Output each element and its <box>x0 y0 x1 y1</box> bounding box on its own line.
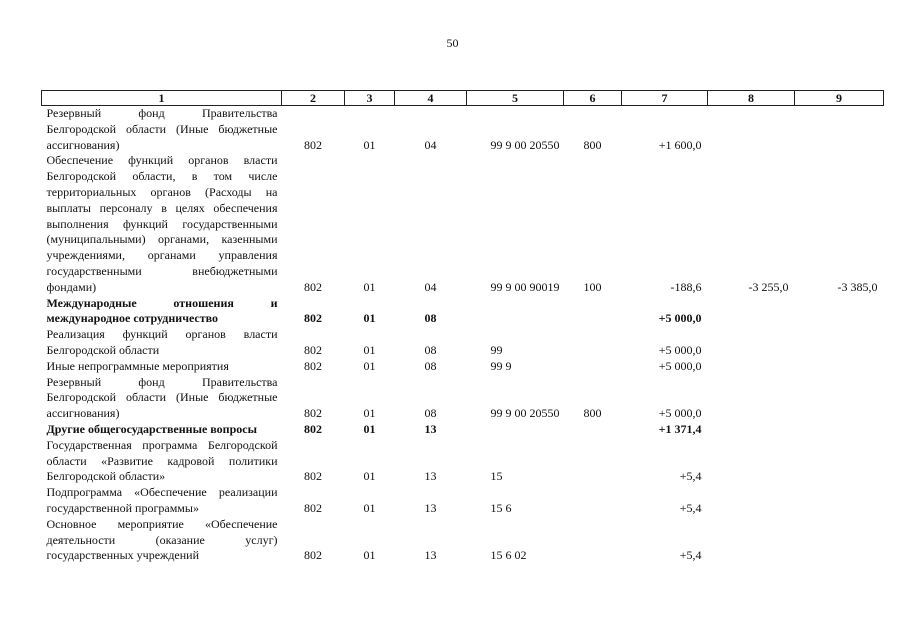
section-code: 01 <box>363 358 376 373</box>
item-name: Другие общегосударственные вопросы <box>46 421 257 436</box>
expense-type-code: 100 <box>583 279 602 294</box>
col-header: 9 <box>795 91 884 106</box>
expense-type-code <box>564 517 622 564</box>
change-current-year: +5,4 <box>679 469 702 484</box>
change-current-year: +5 000,0 <box>658 406 702 421</box>
subsection-code: 13 <box>424 469 437 484</box>
change-current-year: -188,6 <box>670 279 702 294</box>
ministry-code: 802 <box>304 137 322 152</box>
ministry-code: 802 <box>304 548 322 563</box>
item-name: Резервный фонд Правительства Белгородской области (Иные бюджетные ассигнования) <box>46 106 278 152</box>
change-plan-year <box>795 422 884 438</box>
change-plan-year <box>795 296 884 328</box>
subsection-code: 04 <box>424 137 437 152</box>
expense-type-code <box>564 327 622 359</box>
ministry-code: 802 <box>304 469 322 484</box>
change-next-year <box>708 517 795 564</box>
change-plan-year <box>795 438 884 485</box>
change-next-year <box>708 106 795 154</box>
table-row <box>42 153 884 295</box>
change-next-year <box>708 422 795 438</box>
item-name: Международные отношения и международное сотрудничество <box>46 295 278 326</box>
table-row <box>42 375 884 422</box>
expense-type-code <box>564 296 622 328</box>
target-article-code: 15 6 02 <box>490 548 527 563</box>
target-article-code <box>467 296 564 328</box>
change-plan-year <box>795 106 884 154</box>
col-header: 2 <box>282 91 345 106</box>
table-row <box>42 296 884 328</box>
change-plan-year <box>795 375 884 422</box>
table-row <box>42 327 884 359</box>
change-next-year <box>708 296 795 328</box>
change-plan-year <box>795 327 884 359</box>
change-current-year: +5 000,0 <box>658 358 702 373</box>
target-article-code: 15 <box>490 469 503 484</box>
change-next-year <box>708 327 795 359</box>
change-current-year: +5,4 <box>679 500 702 515</box>
subsection-code: 13 <box>424 548 437 563</box>
item-name: Государственная программа Белгородской области «Развитие кадровой политики Белгородской области» <box>46 437 278 484</box>
ministry-code: 802 <box>304 406 322 421</box>
change-plan-year <box>795 485 884 517</box>
expense-type-code: 800 <box>583 137 602 152</box>
subsection-code: 04 <box>424 279 437 294</box>
section-code: 01 <box>363 342 376 357</box>
target-article-code: 15 6 <box>490 500 512 515</box>
table-row <box>42 106 884 154</box>
ministry-code: 802 <box>304 500 322 515</box>
section-code: 01 <box>363 406 376 421</box>
expense-type-code <box>564 422 622 438</box>
expense-type-code <box>564 438 622 485</box>
col-header: 1 <box>42 91 282 106</box>
ministry-code: 802 <box>304 342 322 357</box>
expense-type-code <box>564 485 622 517</box>
change-next-year: -3 255,0 <box>748 279 789 294</box>
ministry-code: 802 <box>304 421 322 436</box>
change-next-year <box>708 375 795 422</box>
col-header: 7 <box>622 91 708 106</box>
table-row <box>42 485 884 517</box>
section-code: 01 <box>363 137 376 152</box>
col-header: 4 <box>395 91 467 106</box>
change-current-year: +5 000,0 <box>658 342 702 357</box>
item-name: Подпрограмма «Обеспечение реализации государственной программы» <box>46 485 278 515</box>
change-plan-year <box>795 517 884 564</box>
col-header: 6 <box>564 91 622 106</box>
target-article-code: 99 9 <box>490 358 512 373</box>
change-current-year: +1 371,4 <box>658 421 702 436</box>
target-article-code: 99 9 00 90019 <box>490 279 560 294</box>
section-code: 01 <box>363 500 376 515</box>
change-next-year <box>708 359 795 375</box>
table-row <box>42 422 884 438</box>
expense-type-code <box>564 359 622 375</box>
subsection-code: 08 <box>424 358 437 373</box>
header-row <box>42 91 884 106</box>
expense-type-code: 800 <box>583 406 602 421</box>
target-article-code: 99 9 00 20550 <box>490 137 560 152</box>
change-current-year: +5 000,0 <box>658 311 702 326</box>
subsection-code: 08 <box>424 342 437 357</box>
target-article-code <box>467 422 564 438</box>
target-article-code: 99 <box>490 342 503 357</box>
subsection-code: 13 <box>424 500 437 515</box>
col-header: 3 <box>345 91 395 106</box>
change-current-year: +1 600,0 <box>658 137 702 152</box>
ministry-code: 802 <box>304 358 322 373</box>
table-row <box>42 438 884 485</box>
item-name: Резервный фонд Правительства Белгородской области (Иные бюджетные ассигнования) <box>46 374 278 421</box>
change-plan-year: -3 385,0 <box>837 279 878 294</box>
section-code: 01 <box>363 279 376 294</box>
section-code: 01 <box>363 421 376 436</box>
change-next-year <box>708 485 795 517</box>
section-code: 01 <box>363 548 376 563</box>
table-row <box>42 359 884 375</box>
subsection-code: 13 <box>424 421 437 436</box>
change-next-year <box>708 438 795 485</box>
col-header: 5 <box>467 91 564 106</box>
ministry-code: 802 <box>304 311 322 326</box>
table-row <box>42 517 884 564</box>
item-name: Основное мероприятие «Обеспечение деятельности (оказание услуг) государственных учреждений <box>46 516 278 563</box>
subsection-code: 08 <box>424 406 437 421</box>
section-code: 01 <box>363 311 376 326</box>
ministry-code: 802 <box>304 279 322 294</box>
page-number: 50 <box>446 36 459 50</box>
change-plan-year <box>795 359 884 375</box>
subsection-code: 08 <box>424 311 437 326</box>
col-header: 8 <box>708 91 795 106</box>
budget-table <box>41 90 884 564</box>
item-name: Обеспечение функций органов власти Белгородской области, в том числе территориальных органов (Расходы на выплаты персоналу в целях обеспечения выполнения функций государственными (муниципальными) органами, казенными учреждениями, органами управления государственными внебюджетными фондами) <box>46 153 278 294</box>
section-code: 01 <box>363 469 376 484</box>
target-article-code: 99 9 00 20550 <box>490 406 560 421</box>
change-current-year: +5,4 <box>679 548 702 563</box>
item-name: Иные непрограммные мероприятия <box>46 358 229 373</box>
item-name: Реализация функций органов власти Белгородской области <box>46 327 278 357</box>
